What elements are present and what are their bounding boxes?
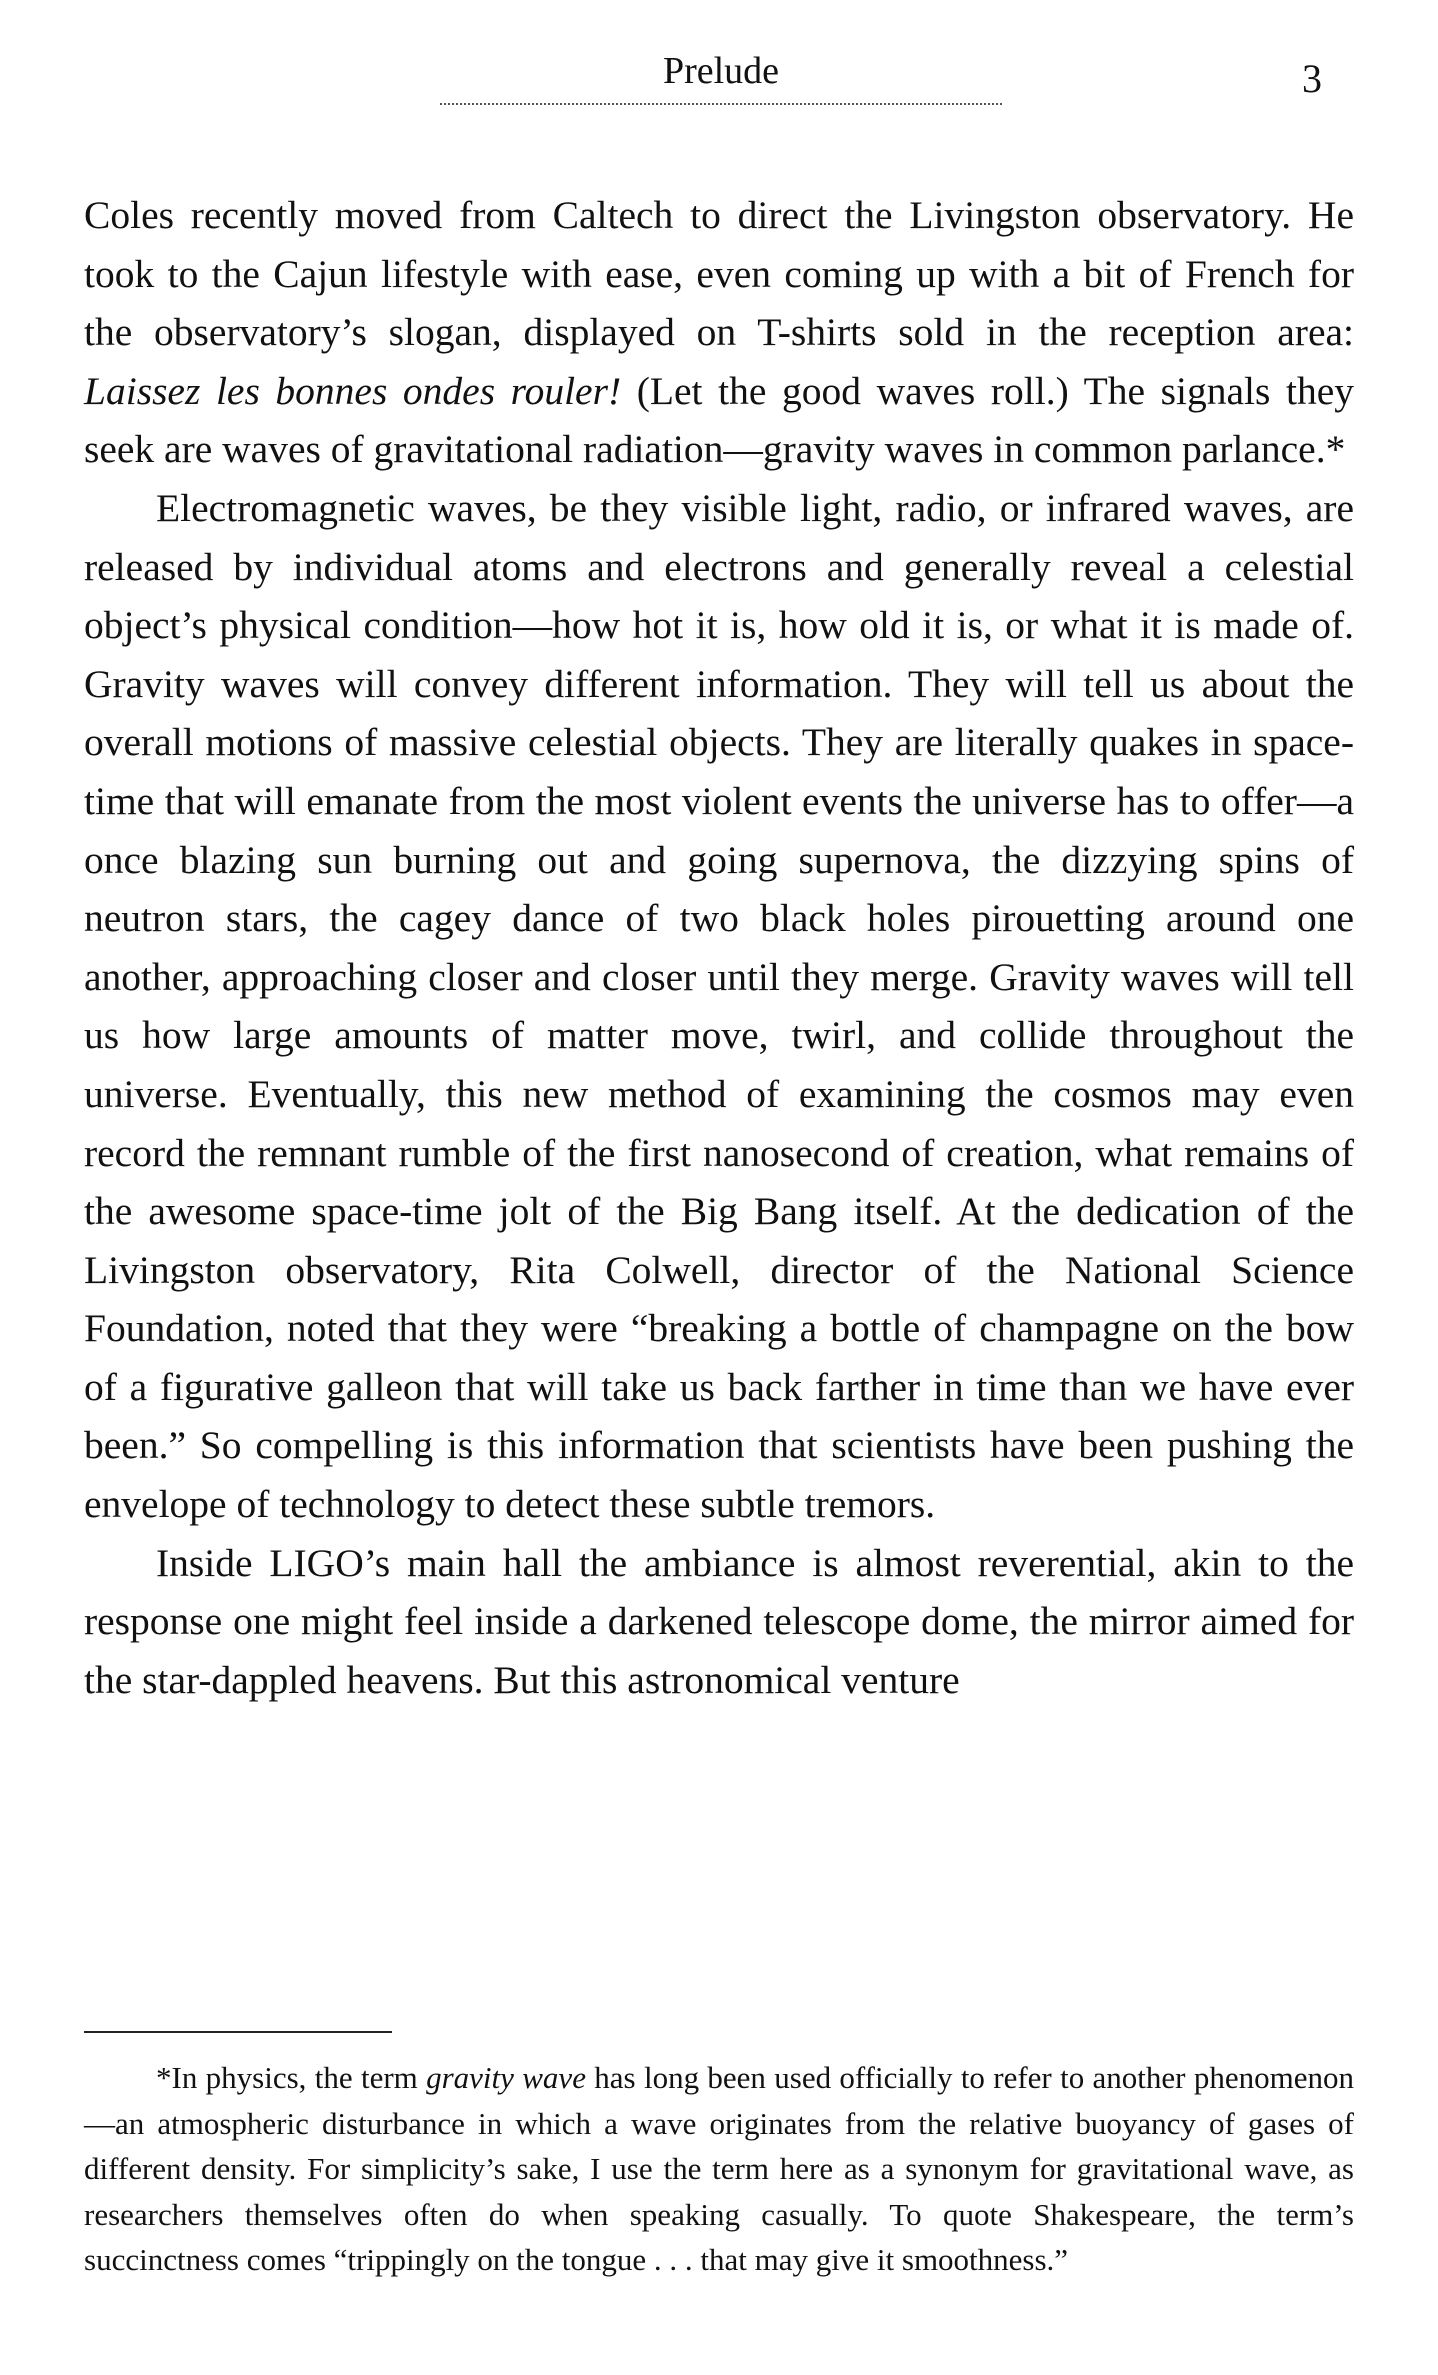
running-head: Prelude: [662, 50, 780, 92]
paragraph-1-slogan: Laissez les bonnes ondes rouler!: [84, 368, 622, 413]
footnote-text-a: *In physics, the term: [156, 2060, 427, 2095]
paragraph-1-text-a: Coles recently moved from Caltech to direct the Livingston observatory. He took to the Cajun lifestyle with ease, even coming up with a bit of French for the observatory’s slogan, displayed on T-shirts sold in the reception area:: [84, 193, 1354, 355]
footnote-text-b: has long been used officially to refer to another phenomenon—an atmospheric disturbance in which a wave originates from the relative buoyancy of gases of different density. For simplicity’s sake, I use the term here as a synonym for gravitational wave, as researchers themselves often do when speaking casually. To quote Shakespeare, the term’s succinctness comes “trippingly on the tongue . . . that may give it smoothness.”: [84, 2060, 1354, 2277]
paragraph-1-text-b: (Let the good waves roll.) The signals they seek are waves of gravitational radiation—gravity waves in common parlance.*: [84, 368, 1354, 472]
footnote-rule: [84, 2031, 392, 2033]
page-number: 3: [1302, 56, 1322, 101]
running-head-rule: [440, 103, 1002, 105]
paragraph-1: [84, 186, 1354, 479]
footnote-term: gravity wave: [426, 2060, 586, 2095]
footnote: [84, 2055, 1354, 2283]
paragraph-2: Electromagnetic waves, be they visible light, radio, or infrared waves, are released by individual atoms and electrons and generally reveal a celestial object’s physical condition—how hot it is, how old it is, or what it is made of. Gravity waves will convey different information. They will tell us about the overall motions of massive celestial objects. They are literally quakes in space-time that will emanate from the most violent events the universe has to offer—a once blazing sun burning out and going supernova, the dizzying spins of neutron stars, the cagey dance of two black holes pirouetting around one another, approaching closer and closer until they merge. Gravity waves will tell us how large amounts of matter move, twirl, and collide throughout the universe. Eventually, this new method of examining the cosmos may even record the remnant rumble of the first nanosecond of creation, what remains of the awesome space-time jolt of the Big Bang itself. At the dedication of the Livingston observatory, Rita Colwell, director of the National Science Foundation, noted that they were “breaking a bottle of champagne on the bow of a figurative galleon that will take us back farther in time than we have ever been.” So compelling is this information that scientists have been pushing the envelope of technology to detect these subtle tremors.: [84, 485, 1354, 1527]
body-text: [84, 186, 1354, 1709]
paragraph-3: Inside LIGO’s main hall the ambiance is almost reverential, akin to the response one might feel inside a darkened telescope dome, the mirror aimed for the star-dappled heavens. But this astronomical venture: [84, 1540, 1354, 1702]
